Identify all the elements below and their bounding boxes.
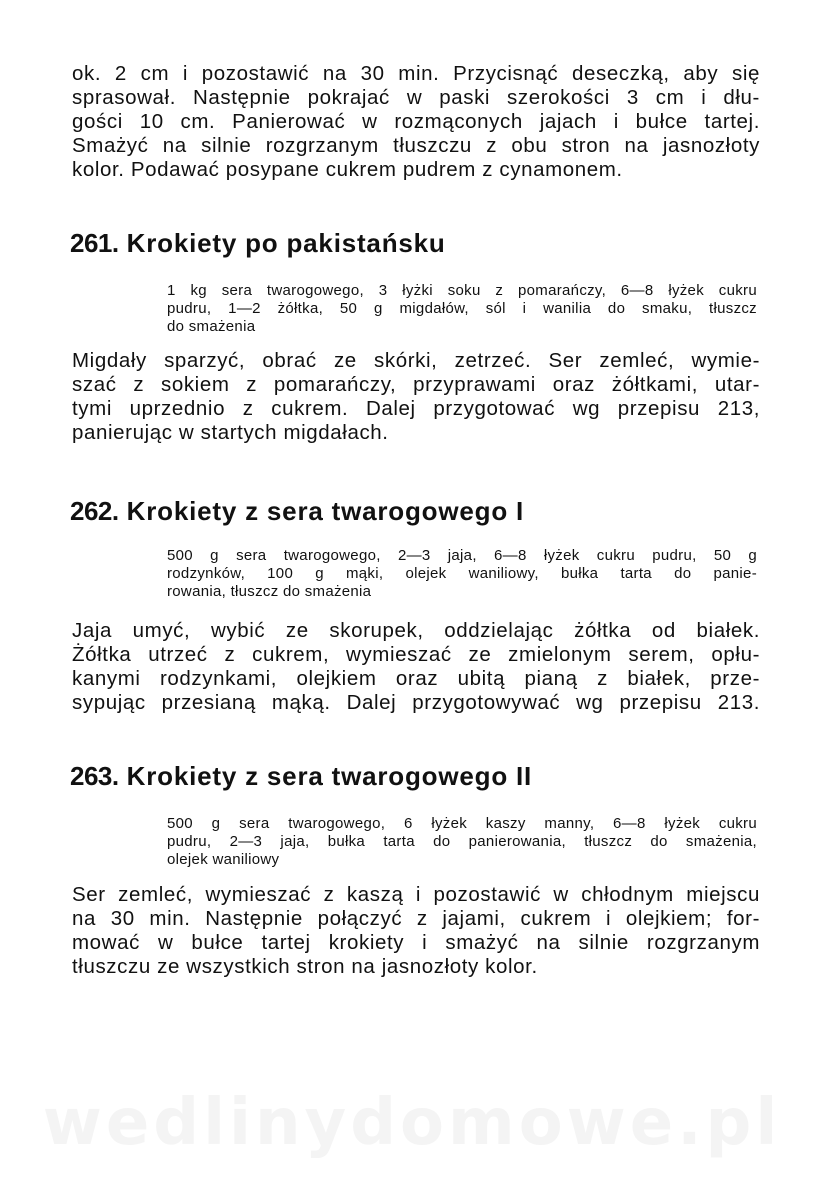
ingredients-line: 500 g sera twarogowego, 2—3 jaja, 6—8 łyżek cukru pudru, 50 g [167,547,757,564]
intro-line: sprasował. Następnie pokrajać w paski szerokości 3 cm i dłu- [72,86,760,109]
recipe-ingredients-261 [167,282,757,336]
method-line: mować w bułce tartej krokiety i smażyć na silnie rozgrzanym [72,931,760,954]
ingredients-line: 500 g sera twarogowego, 6 łyżek kaszy manny, 6—8 łyżek cukru [167,815,757,832]
recipe-heading-262 [70,496,524,526]
watermark: wedlinydomowe.pl [42,1086,782,1160]
intro-line: kolor. Podawać posypane cukrem pudrem z cynamonem. [72,158,623,181]
method-line: na 30 min. Następnie połączyć z jajami, cukrem i olejkiem; for- [72,907,760,930]
recipe-method-261 [72,349,760,445]
recipe-title: Krokiety po pakistańsku [126,228,446,258]
method-line: panierując w startych migdałach. [72,421,389,444]
recipe-title: Krokiety z sera twarogowego II [126,761,533,791]
method-line: Jaja umyć, wybić ze skorupek, oddzielając żółtka od białek. [72,619,760,642]
recipe-number: 262. [70,496,119,526]
recipe-title: Krokiety z sera twarogowego I [126,496,525,526]
intro-line: Smażyć na silnie rozgrzanym tłuszczu z obu stron na jasnozłoty [72,134,760,157]
ingredients-line: do smażenia [167,318,256,335]
method-line: tymi uprzednio z cukrem. Dalej przygotować wg przepisu 213, [72,397,760,420]
method-line: Migdały sparzyć, obrać ze skórki, zetrzeć. Ser zemleć, wymie- [72,349,760,372]
method-line: Ser zemleć, wymieszać z kaszą i pozostawić w chłodnym miejscu [72,883,760,906]
method-line: sypując przesianą mąką. Dalej przygotowywać wg przepisu 213. [72,691,760,714]
method-line: szać z sokiem z pomarańczy, przyprawami oraz żółtkami, utar- [72,373,760,396]
recipe-ingredients-262 [167,547,757,601]
ingredients-line: pudru, 2—3 jaja, bułka tarta do panierowania, tłuszcz do smażenia, [167,833,757,850]
recipe-method-262 [72,619,760,715]
recipe-ingredients-263 [167,815,757,869]
ingredients-line: 1 kg sera twarogowego, 3 łyżki soku z pomarańczy, 6—8 łyżek cukru [167,282,757,299]
intro-paragraph [72,62,760,182]
method-line: tłuszczu ze wszystkich stron na jasnozłoty kolor. [72,955,538,978]
ingredients-line: pudru, 1—2 żółtka, 50 g migdałów, sól i wanilia do smaku, tłuszcz [167,300,757,317]
recipe-heading-263 [70,761,532,791]
recipe-heading-261 [70,228,446,258]
recipe-number: 263. [70,761,119,791]
method-line: kanymi rodzynkami, olejkiem oraz ubitą pianą z białek, prze- [72,667,760,690]
intro-line: ok. 2 cm i pozostawić na 30 min. Przycisnąć deseczką, aby się [72,62,760,85]
intro-line: gości 10 cm. Panierować w rozmąconych jajach i bułce tartej. [72,110,760,133]
recipe-number: 261. [70,228,119,258]
ingredients-line: olejek waniliowy [167,851,280,868]
recipe-method-263 [72,883,760,979]
ingredients-line: rodzynków, 100 g mąki, olejek waniliowy, bułka tarta do panie- [167,565,757,582]
ingredients-line: rowania, tłuszcz do smażenia [167,583,372,600]
method-line: Żółtka utrzeć z cukrem, wymieszać ze zmielonym serem, opłu- [72,643,760,666]
